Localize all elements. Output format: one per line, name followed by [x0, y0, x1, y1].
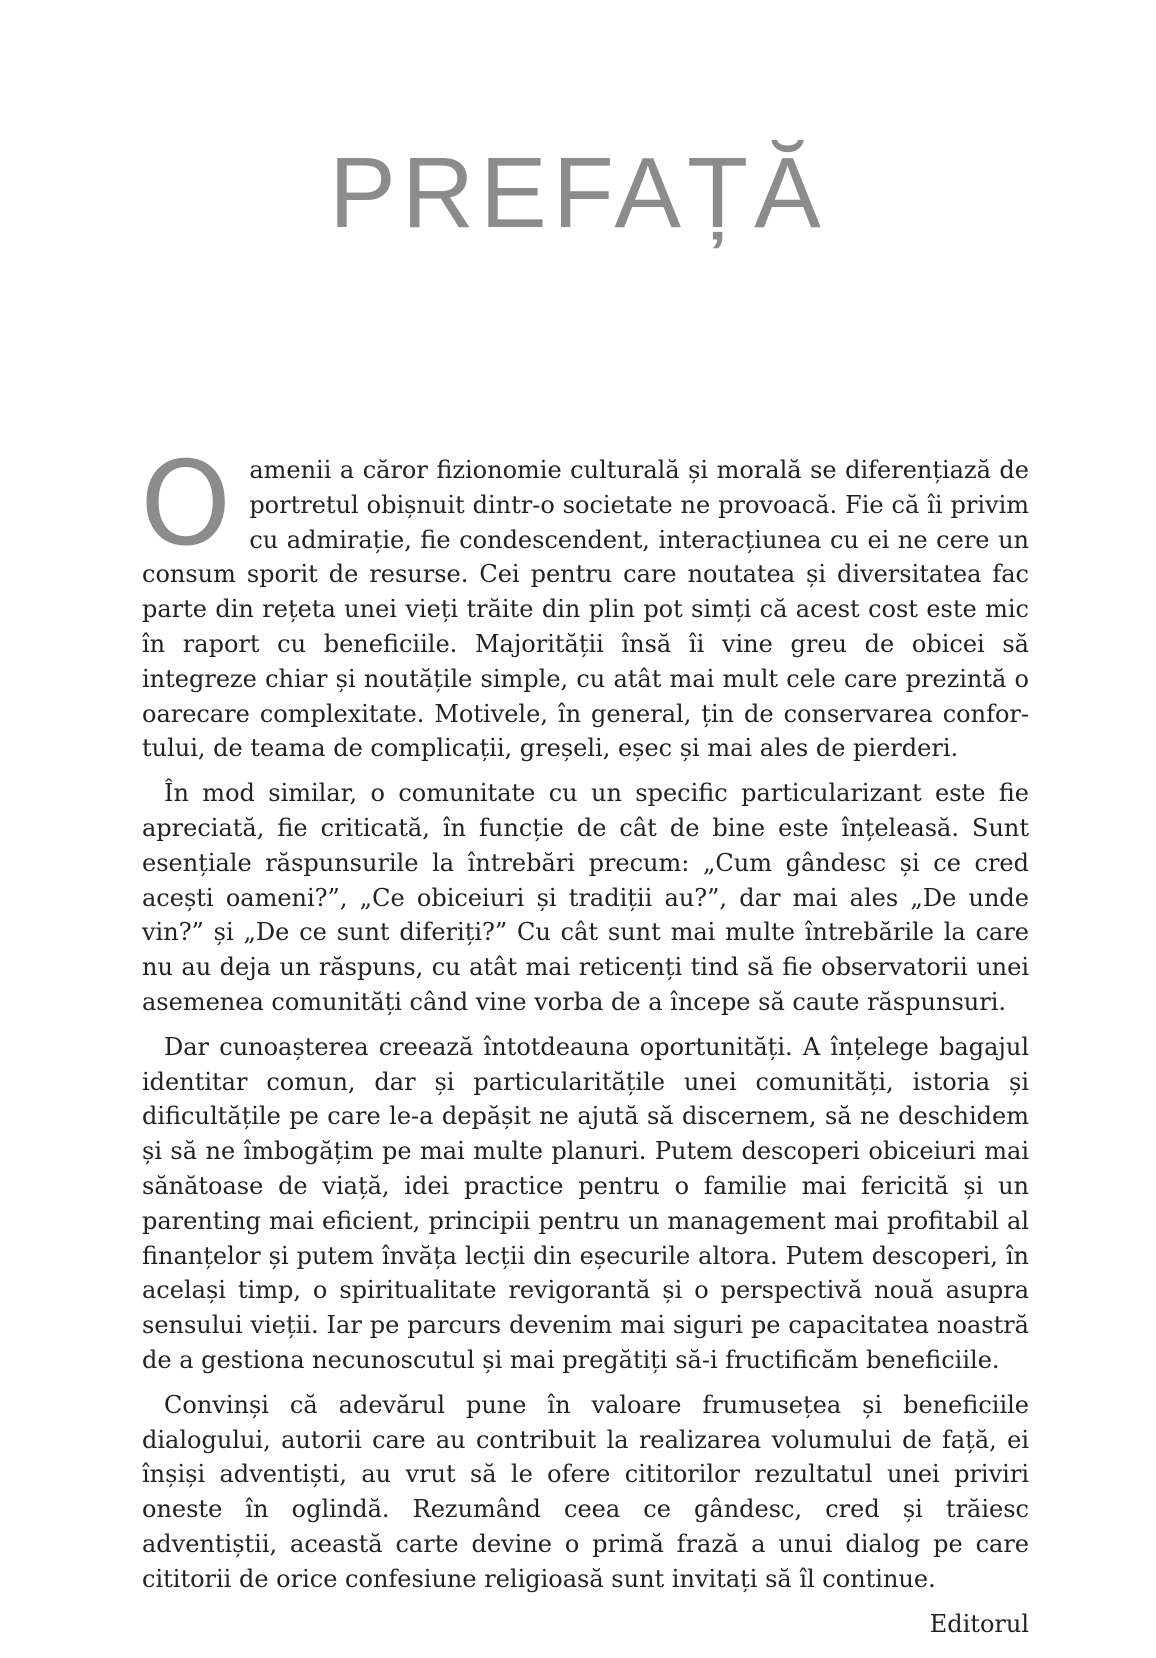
- paragraph-2: În mod similar, o comunitate cu un specific particularizant este fie apreciată, fie criticată, în funcție de cât de bine este înțeleasă. Sunt esențiale răspunsurile la întrebări precum: „Cum gândesc și ce cred acești oameni?”, „Ce obiceiuri și tradiții au?”, dar mai ales „De unde vin?” și „De ce sunt diferiți?” Cu cât sunt mai multe întrebările la care nu au deja un răspuns, cu atât mai reticenți tind să fie observatorii unei asemenea comunități când vine vorba de a începe să caute răspunsuri.: [142, 779, 1029, 1016]
- paragraph-1-text: amenii a căror fizionomie culturală și morală se diferențiază de portretul obișnuit dintr-o societate ne provoacă. Fie că îi privim cu admirație, fie condescendent, interacțiunea cu ei ne cere un consum sporit de resurse. Cei pentru care noutatea și diversitatea fac parte din rețeta unei vieți trăite din plin pot simți că acest cost este mic în raport cu beneficiile. Majorității însă îi vine greu de obicei să integreze chiar și noutățile simple, cu atât mai mult cele care prezintă o oarecare complexitate. Motivele, în general, țin de conservarea confortului, de teama de complicații, greșeli, eșec și mai ales de pierderi.: [142, 456, 1029, 763]
- paragraph-3: Dar cunoașterea creează întotdeauna oportunități. A înțelege bagajul identitar comun, dar și particularitățile unei comunități, istoria și dificultățile pe care le-a depășit ne ajută să discernem, să ne deschidem și să ne îmbogățim pe mai multe planuri. Putem descoperi obiceiuri mai sănătoase de viață, idei practice pentru o familie mai fericită și un parenting mai eficient, principii pentru un management mai profitabil al finanțelor și putem învăța lecții din eșecurile altora. Putem descoperi, în același timp, o spiritualitate revigorantă și o perspectivă nouă asupra sensului vieții. Iar pe parcurs devenim mai siguri pe capacitatea noastră de a gestiona necunoscutul și mai pregătiți să-i fructificăm beneficiile.: [142, 1032, 1029, 1374]
- paragraph-4: Convinși că adevărul pune în valoare frumusețea și beneficiile dialogului, autorii care au contribuit la realizarea volumului de față, ei înșiși adventiști, au vrut să le ofere cititorilor rezultatul unei priviri oneste în oglindă. Rezumând ceea ce gândesc, cred și trăiesc adventiștii, această carte devine o primă frază a unui dialog pe care cititorii de orice confesiune religioasă sunt invitați să îl continue.: [142, 1390, 1029, 1593]
- page-title: PREFAȚĂ: [329, 137, 827, 249]
- signature: Editorul: [929, 1609, 1029, 1638]
- paragraph-1: [140, 437, 1029, 766]
- preface-body: [140, 437, 1029, 1641]
- drop-cap: O: [140, 437, 232, 572]
